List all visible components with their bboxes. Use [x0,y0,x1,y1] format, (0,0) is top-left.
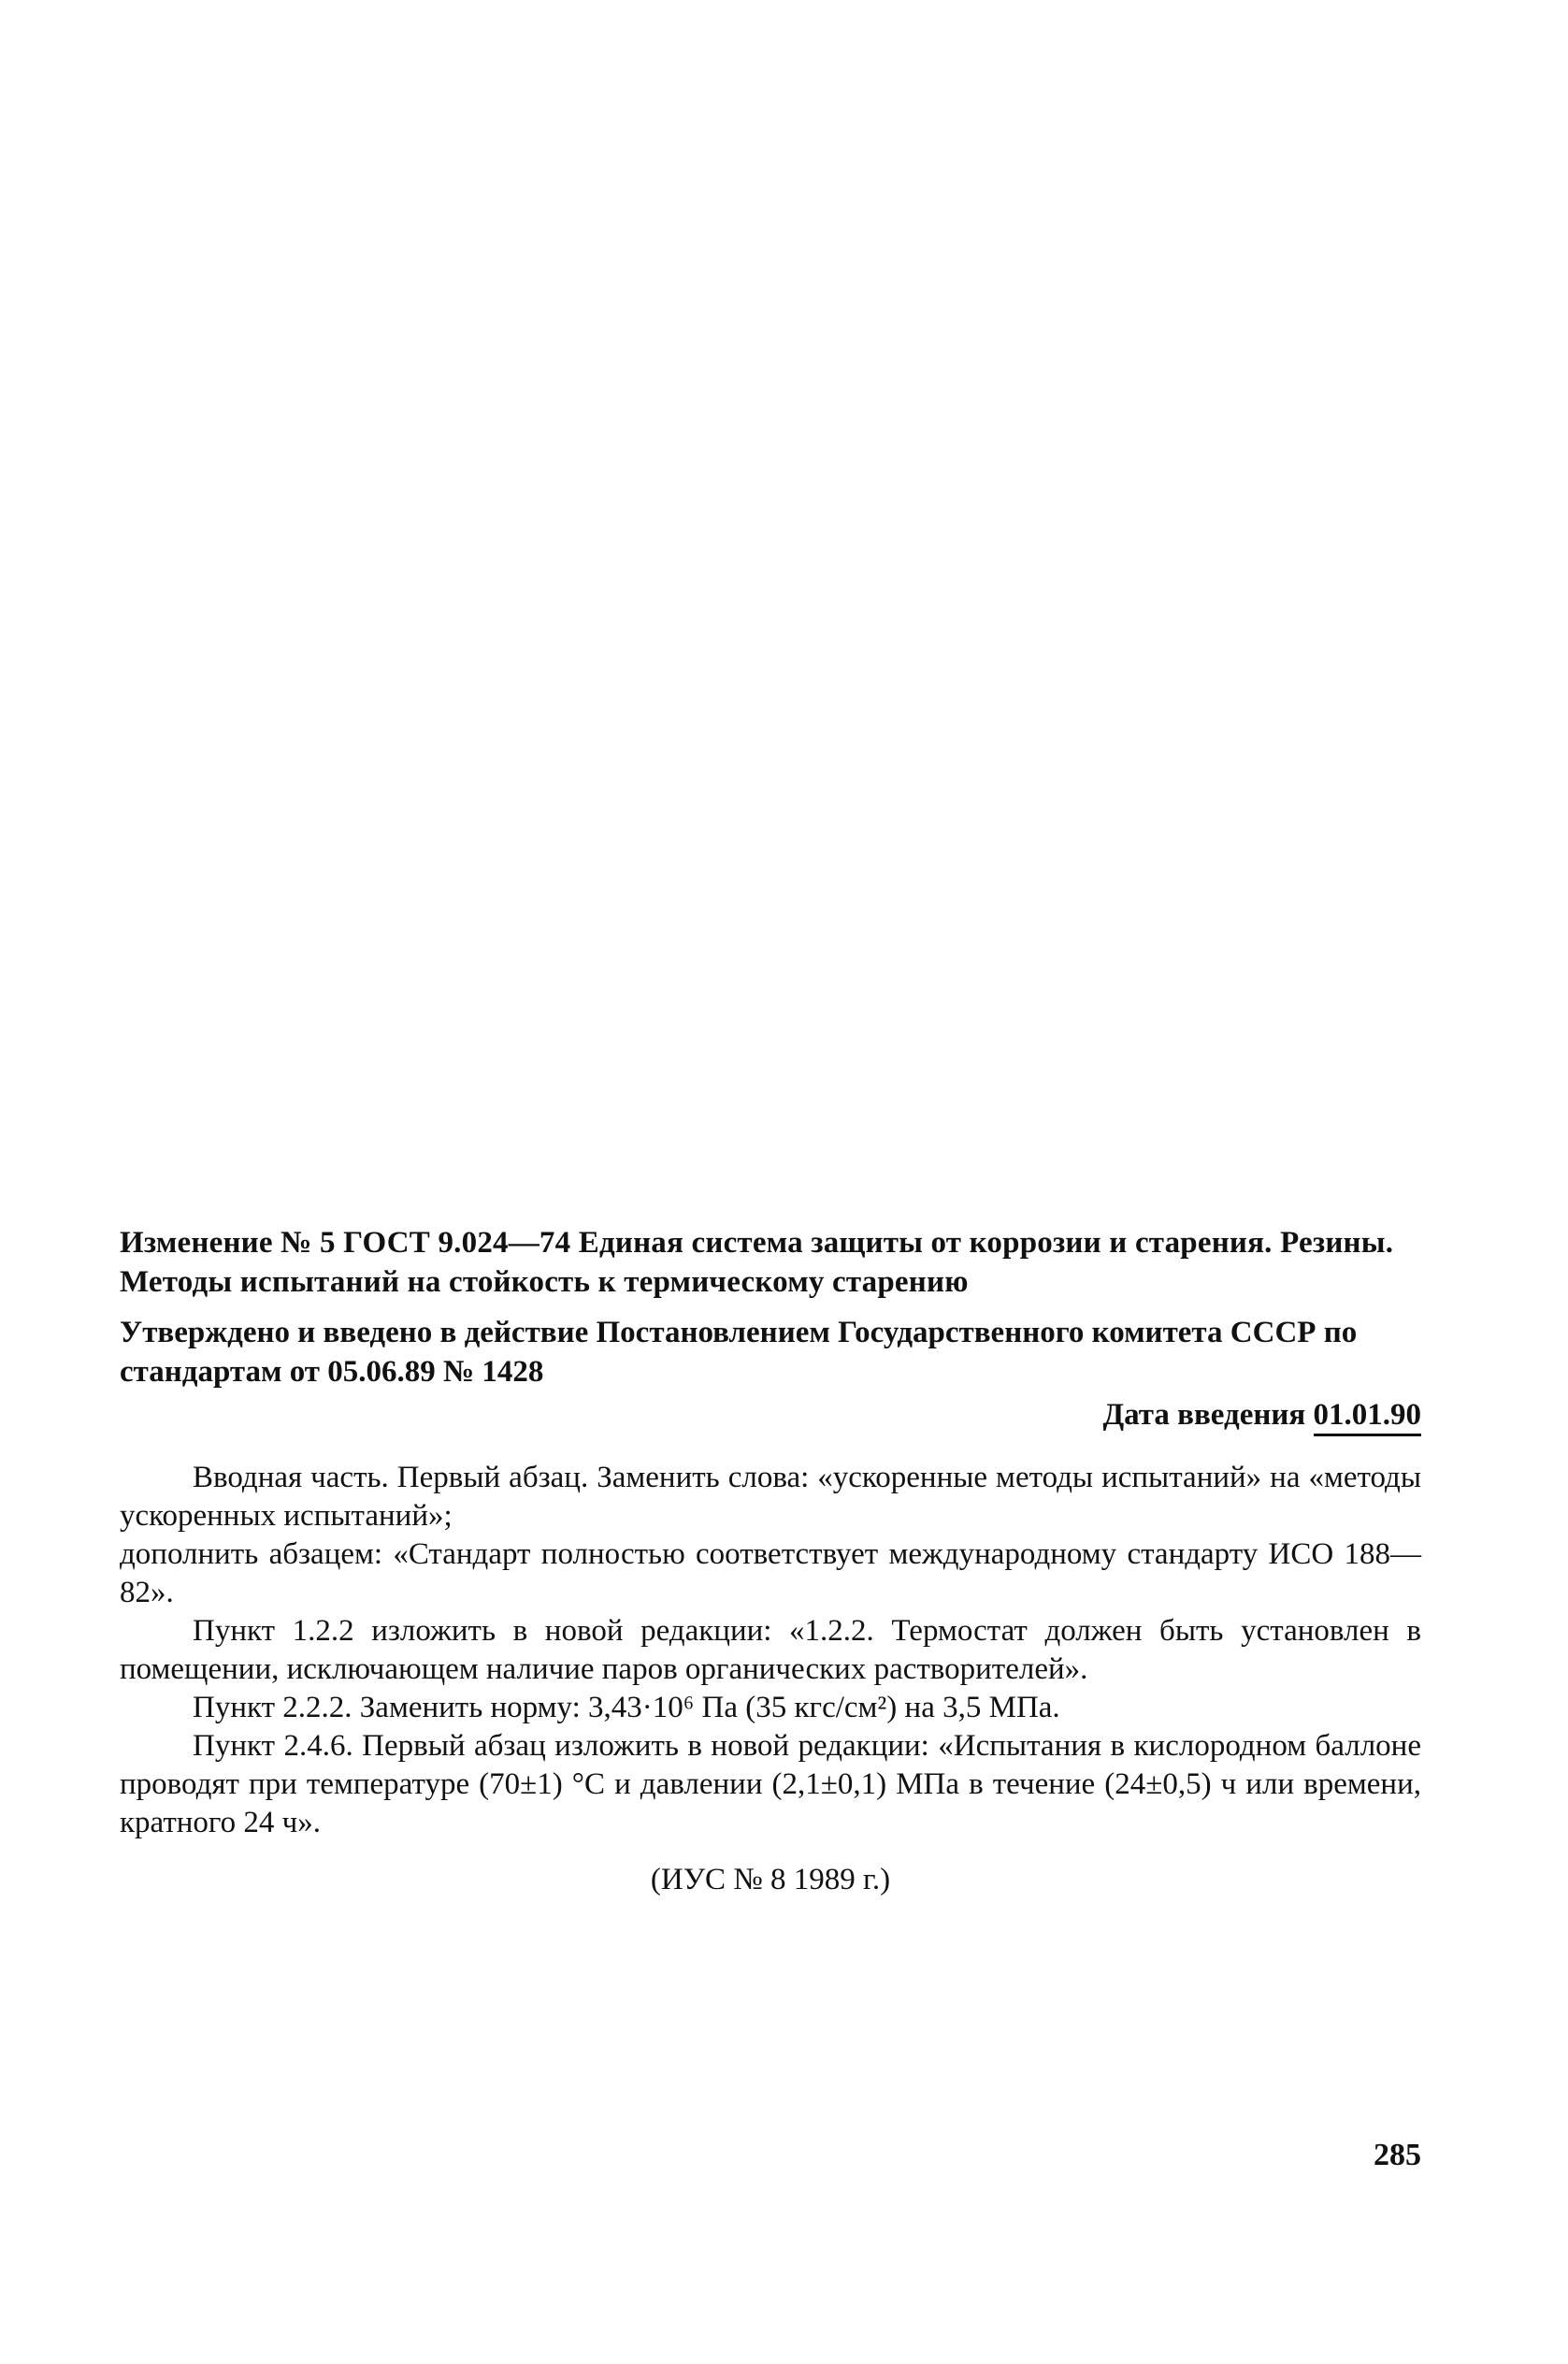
source-reference: (ИУС № 8 1989 г.) [650,1863,891,1896]
paragraph: дополнить абзацем: «Стандарт полностью соответствует международному стандарту ИСО 188—82». [120,1537,1421,1609]
amendment-heading: Изменение № 5 ГОСТ 9.024—74 Единая система защиты от коррозии и старения. Резины. Методы испытаний на стойкость к термическому старению [120,1226,1394,1299]
approval-statement: Утверждено и введено в действие Постановлением Государственного комитета СССР по стандартам от 05.06.89 № 1428 [120,1316,1358,1389]
paragraph: Пункт 2.4.6. Первый абзац изложить в новой редакции: «Испытания в кислородном баллоне проводят при температуре (70±1) °С и давлении (2,1±0,1) МПа в течение (24±0,5) ч или времени, кратного 24 ч». [120,1729,1421,1839]
introduction-date-value: 01.01.90 [1314,1398,1422,1436]
paragraph: Пункт 2.2.2. Заменить норму: 3,43·10⁶ Па (35 кгс/см²) на 3,5 МПа. [193,1691,1060,1724]
amendment-body [120,1459,1421,1842]
amendment-block [120,1223,1421,1899]
page-number: 285 [1374,2138,1421,2172]
paragraph: Вводная часть. Первый абзац. Заменить слова: «ускоренные методы испытаний» на «методы ускоренных испытаний»; [120,1461,1421,1533]
paragraph: Пункт 1.2.2 изложить в новой редакции: «1.2.2. Термостат должен быть установлен в помещении, исключающем наличие паров органических растворителей». [120,1614,1421,1686]
introduction-date [120,1395,1421,1434]
introduction-date-label: Дата введения [1102,1398,1314,1432]
